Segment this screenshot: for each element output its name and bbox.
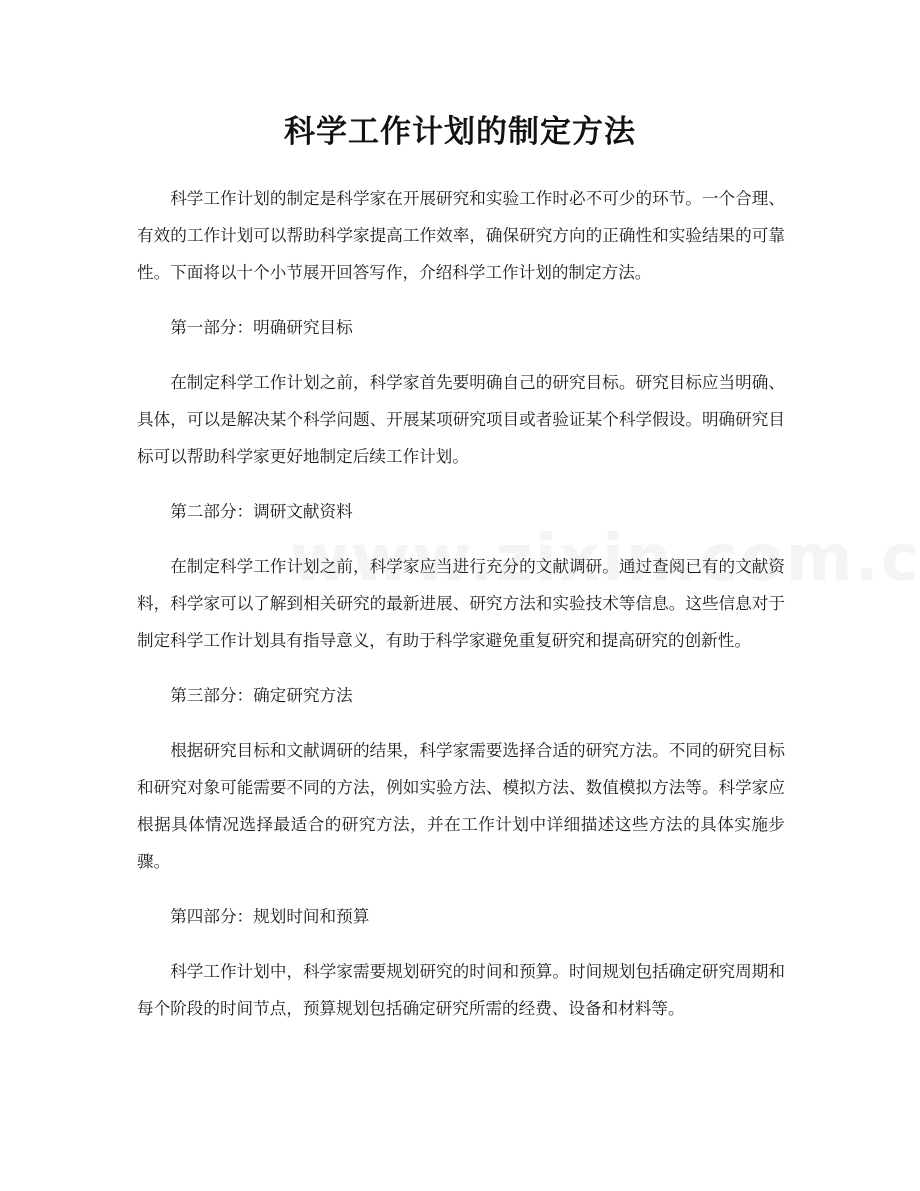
intro-paragraph: 科学工作计划的制定是科学家在开展研究和实验工作时必不可少的环节。一个合理、有效的工作计划可以帮助科学家提高工作效率，确保研究方向的正确性和实验结果的可靠性。下面将以十个小节展开回答写作，介绍科学工作计划的制定方法。	[137, 189, 785, 282]
section-heading-3: 第三部分：确定研究方法	[170, 686, 353, 705]
section-heading-1: 第一部分：明确研究目标	[170, 318, 353, 337]
section-body-1: 在制定科学工作计划之前，科学家首先要明确自己的研究目标。研究目标应当明确、具体，可以是解决某个科学问题、开展某项研究项目或者验证某个科学假设。明确研究目标可以帮助科学家更好地制定后续工作计划。	[137, 373, 785, 466]
section-body-3: 根据研究目标和文献调研的结果，科学家需要选择合适的研究方法。不同的研究目标和研究对象可能需要不同的方法，例如实验方法、模拟方法、数值模拟方法等。科学家应根据具体情况选择最适合的研究方法，并在工作计划中详细描述这些方法的具体实施步骤。	[137, 741, 785, 871]
section-body-4: 科学工作计划中，科学家需要规划研究的时间和预算。时间规划包括确定研究周期和每个阶段的时间节点，预算规划包括确定研究所需的经费、设备和材料等。	[137, 962, 785, 1018]
section-body-2: 在制定科学工作计划之前，科学家应当进行充分的文献调研。通过查阅已有的文献资料，科学家可以了解到相关研究的最新进展、研究方法和实验技术等信息。这些信息对于制定科学工作计划具有指导意义，有助于科学家避免重复研究和提高研究的创新性。	[137, 557, 785, 650]
section-heading-4: 第四部分：规划时间和预算	[170, 907, 370, 926]
document-body	[137, 180, 785, 1027]
section-heading-2: 第二部分：调研文献资料	[170, 502, 353, 521]
page-title: 科学工作计划的制定方法	[284, 114, 636, 150]
